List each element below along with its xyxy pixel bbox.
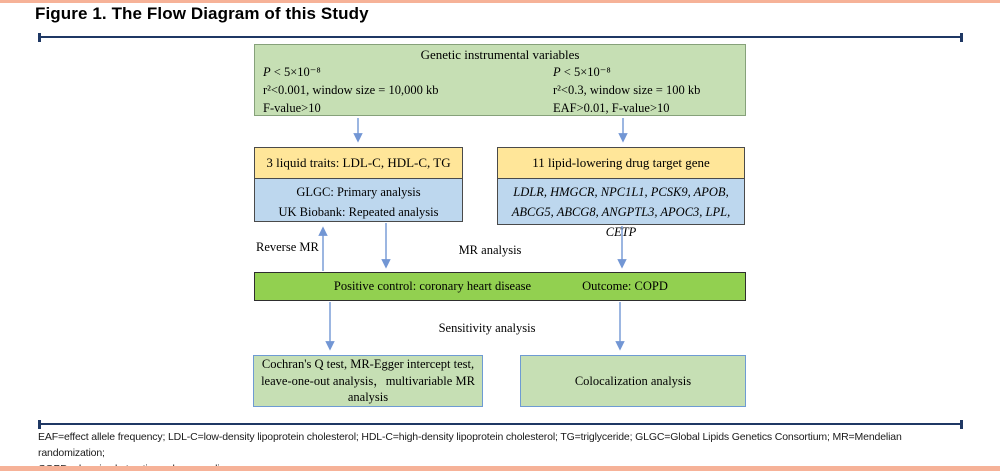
glgc-line: GLGC: Primary analysis	[296, 185, 421, 199]
outcome-bar	[254, 272, 746, 301]
lipid-traits-box	[254, 147, 463, 222]
giv-right-eaf-fvalue: EAF>0.01, F-value>10	[553, 101, 670, 115]
abbreviations-footer	[38, 429, 963, 471]
abbreviations-line-1: EAF=effect allele frequency; LDL-C=low-density lipoprotein cholesterol; HDL-C=high-density lipoprotein cholesterol; TG=triglyceride; GLGC=Global Lipids Genetics Consortium; MR=Mendelian randomization;	[38, 431, 902, 459]
giv-right-pvalue	[553, 63, 700, 81]
sensitivity-analysis-label: Sensitivity analysis	[438, 321, 536, 335]
p-threshold: < 5×10⁻⁸	[560, 65, 611, 79]
bottom-rule-line	[38, 423, 963, 425]
bottom-accent-bar	[0, 466, 1000, 471]
p-symbol: P	[263, 65, 271, 79]
ukbiobank-line: UK Biobank: Repeated analysis	[278, 205, 439, 219]
giv-left-window: r²<0.001, window size = 10,000 kb	[263, 83, 439, 97]
lipid-traits-body	[255, 179, 462, 222]
reverse-mr-label: Reverse MR	[256, 240, 319, 254]
colocalization-box: Colocalization analysis	[520, 355, 746, 407]
drug-target-genes-header: 11 lipid-lowering drug target gene	[498, 148, 744, 179]
bottom-rule-left-cap	[38, 420, 41, 429]
genetic-instruments-box	[254, 44, 746, 116]
lipid-traits-header: 3 liquid traits: LDL-C, HDL-C, TG	[255, 148, 462, 179]
top-accent-bar	[0, 0, 1000, 3]
top-rule-right-cap	[960, 33, 963, 42]
bottom-rule	[38, 420, 963, 429]
giv-right-window: r²<0.3, window size = 100 kb	[553, 83, 701, 97]
mr-analysis-label: MR analysis	[458, 243, 522, 257]
drug-target-genes-box	[497, 147, 745, 239]
top-rule-line	[38, 36, 963, 38]
outcome-copd-label: Outcome: COPD	[582, 279, 668, 293]
giv-box-title: Genetic instrumental variables	[420, 47, 580, 62]
figure-title: Figure 1. The Flow Diagram of this Study	[35, 4, 369, 23]
sensitivity-tests-box: Cochran's Q test, MR-Egger intercept test, leave-one-out analysis，multivariable MR analysis	[253, 355, 483, 407]
giv-left-pvalue	[263, 63, 438, 81]
p-threshold: < 5×10⁻⁸	[270, 65, 321, 79]
giv-left-fvalue: F-value>10	[263, 101, 321, 115]
bottom-rule-right-cap	[960, 420, 963, 429]
giv-clumping-relaxed-column	[553, 63, 700, 117]
positive-control-label: Positive control: coronary heart disease	[333, 279, 532, 293]
top-rule-left-cap	[38, 33, 41, 42]
top-rule	[38, 33, 963, 42]
giv-clumping-strict-column	[263, 63, 438, 117]
p-symbol: P	[553, 65, 561, 79]
gene-list: LDLR, HMGCR, NPC1L1, PCSK9, APOB, ABCG5, ABCG8, ANGPTL3, APOC3, LPL, CETP	[511, 185, 731, 239]
